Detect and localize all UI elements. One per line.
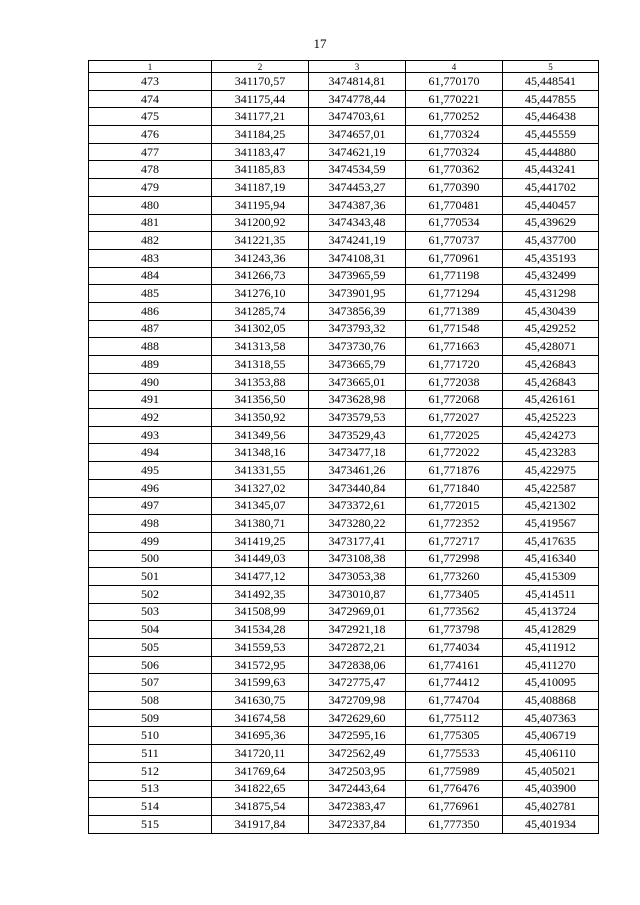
table-row [89, 780, 599, 798]
table-row [89, 709, 599, 727]
table-row [89, 798, 599, 816]
x-coordinate-cell: 341276,10 [212, 285, 309, 303]
x-coordinate-cell: 341285,74 [212, 302, 309, 320]
longitude-cell: 61,772352 [406, 515, 503, 533]
point-number-cell: 499 [89, 532, 212, 550]
point-number-cell: 507 [89, 674, 212, 692]
point-number-cell: 509 [89, 709, 212, 727]
table-row [89, 815, 599, 833]
y-coordinate-cell: 3474657,01 [309, 126, 406, 144]
latitude-cell: 45,435193 [503, 249, 599, 267]
longitude-cell: 61,771663 [406, 338, 503, 356]
point-number-cell: 491 [89, 391, 212, 409]
longitude-cell: 61,772025 [406, 426, 503, 444]
x-coordinate-cell: 341508,99 [212, 603, 309, 621]
point-number-cell: 498 [89, 515, 212, 533]
x-coordinate-cell: 341187,19 [212, 179, 309, 197]
table-row [89, 656, 599, 674]
latitude-cell: 45,411912 [503, 639, 599, 657]
latitude-cell: 45,446438 [503, 108, 599, 126]
x-coordinate-cell: 341266,73 [212, 267, 309, 285]
latitude-cell: 45,444880 [503, 143, 599, 161]
latitude-cell: 45,426161 [503, 391, 599, 409]
y-coordinate-cell: 3473177,41 [309, 532, 406, 550]
point-number-cell: 484 [89, 267, 212, 285]
table-row [89, 196, 599, 214]
latitude-cell: 45,439629 [503, 214, 599, 232]
latitude-cell: 45,447855 [503, 90, 599, 108]
coordinates-table [88, 60, 599, 834]
longitude-cell: 61,770737 [406, 232, 503, 250]
y-coordinate-cell: 3474621,19 [309, 143, 406, 161]
y-coordinate-cell: 3472629,60 [309, 709, 406, 727]
longitude-cell: 61,772015 [406, 497, 503, 515]
point-number-cell: 479 [89, 179, 212, 197]
point-number-cell: 494 [89, 444, 212, 462]
x-coordinate-cell: 341720,11 [212, 745, 309, 763]
point-number-cell: 515 [89, 815, 212, 833]
longitude-cell: 61,771198 [406, 267, 503, 285]
point-number-cell: 511 [89, 745, 212, 763]
x-coordinate-cell: 341183,47 [212, 143, 309, 161]
x-coordinate-cell: 341477,12 [212, 568, 309, 586]
longitude-cell: 61,773798 [406, 621, 503, 639]
latitude-cell: 45,426843 [503, 373, 599, 391]
latitude-cell: 45,428071 [503, 338, 599, 356]
y-coordinate-cell: 3473665,79 [309, 356, 406, 374]
y-coordinate-cell: 3474703,61 [309, 108, 406, 126]
point-number-cell: 495 [89, 462, 212, 480]
longitude-cell: 61,775305 [406, 727, 503, 745]
y-coordinate-cell: 3473280,22 [309, 515, 406, 533]
y-coordinate-cell: 3473579,53 [309, 409, 406, 427]
longitude-cell: 61,772038 [406, 373, 503, 391]
longitude-cell: 61,773562 [406, 603, 503, 621]
x-coordinate-cell: 341345,07 [212, 497, 309, 515]
table-row [89, 73, 599, 91]
latitude-cell: 45,414511 [503, 585, 599, 603]
table-row [89, 143, 599, 161]
table-row [89, 674, 599, 692]
table-row [89, 373, 599, 391]
longitude-cell: 61,771876 [406, 462, 503, 480]
x-coordinate-cell: 341492,35 [212, 585, 309, 603]
latitude-cell: 45,448541 [503, 73, 599, 91]
table-row [89, 302, 599, 320]
y-coordinate-cell: 3473372,61 [309, 497, 406, 515]
point-number-cell: 475 [89, 108, 212, 126]
longitude-cell: 61,774034 [406, 639, 503, 657]
x-coordinate-cell: 341356,50 [212, 391, 309, 409]
x-coordinate-cell: 341534,28 [212, 621, 309, 639]
point-number-cell: 486 [89, 302, 212, 320]
longitude-cell: 61,775533 [406, 745, 503, 763]
longitude-cell: 61,771548 [406, 320, 503, 338]
x-coordinate-cell: 341599,63 [212, 674, 309, 692]
table-row [89, 108, 599, 126]
y-coordinate-cell: 3473901,95 [309, 285, 406, 303]
point-number-cell: 478 [89, 161, 212, 179]
latitude-cell: 45,423283 [503, 444, 599, 462]
longitude-cell: 61,772027 [406, 409, 503, 427]
table-row [89, 249, 599, 267]
x-coordinate-cell: 341380,71 [212, 515, 309, 533]
table-row [89, 444, 599, 462]
table-row [89, 550, 599, 568]
table-row [89, 409, 599, 427]
longitude-cell: 61,770324 [406, 143, 503, 161]
latitude-cell: 45,431298 [503, 285, 599, 303]
column-header-4: 4 [406, 61, 503, 73]
longitude-cell: 61,771720 [406, 356, 503, 374]
x-coordinate-cell: 341243,36 [212, 249, 309, 267]
point-number-cell: 481 [89, 214, 212, 232]
y-coordinate-cell: 3473477,18 [309, 444, 406, 462]
y-coordinate-cell: 3474387,36 [309, 196, 406, 214]
x-coordinate-cell: 341184,25 [212, 126, 309, 144]
point-number-cell: 514 [89, 798, 212, 816]
latitude-cell: 45,429252 [503, 320, 599, 338]
latitude-cell: 45,407363 [503, 709, 599, 727]
y-coordinate-cell: 3472969,01 [309, 603, 406, 621]
longitude-cell: 61,775112 [406, 709, 503, 727]
table-row [89, 585, 599, 603]
point-number-cell: 510 [89, 727, 212, 745]
longitude-cell: 61,770961 [406, 249, 503, 267]
point-number-cell: 474 [89, 90, 212, 108]
longitude-cell: 61,770390 [406, 179, 503, 197]
longitude-cell: 61,772717 [406, 532, 503, 550]
longitude-cell: 61,771840 [406, 479, 503, 497]
y-coordinate-cell: 3474534,59 [309, 161, 406, 179]
longitude-cell: 61,775989 [406, 762, 503, 780]
latitude-cell: 45,419567 [503, 515, 599, 533]
latitude-cell: 45,422975 [503, 462, 599, 480]
latitude-cell: 45,412829 [503, 621, 599, 639]
longitude-cell: 61,773260 [406, 568, 503, 586]
table-row [89, 267, 599, 285]
point-number-cell: 504 [89, 621, 212, 639]
latitude-cell: 45,403900 [503, 780, 599, 798]
y-coordinate-cell: 3473461,26 [309, 462, 406, 480]
x-coordinate-cell: 341822,65 [212, 780, 309, 798]
y-coordinate-cell: 3472503,95 [309, 762, 406, 780]
x-coordinate-cell: 341350,92 [212, 409, 309, 427]
longitude-cell: 61,772022 [406, 444, 503, 462]
table-row [89, 603, 599, 621]
table-row [89, 692, 599, 710]
longitude-cell: 61,774161 [406, 656, 503, 674]
latitude-cell: 45,417635 [503, 532, 599, 550]
table-row [89, 762, 599, 780]
longitude-cell: 61,776476 [406, 780, 503, 798]
y-coordinate-cell: 3472872,21 [309, 639, 406, 657]
y-coordinate-cell: 3473053,38 [309, 568, 406, 586]
x-coordinate-cell: 341875,54 [212, 798, 309, 816]
latitude-cell: 45,406110 [503, 745, 599, 763]
point-number-cell: 476 [89, 126, 212, 144]
y-coordinate-cell: 3472775,47 [309, 674, 406, 692]
point-number-cell: 482 [89, 232, 212, 250]
latitude-cell: 45,413724 [503, 603, 599, 621]
column-header-2: 2 [212, 61, 309, 73]
point-number-cell: 473 [89, 73, 212, 91]
point-number-cell: 480 [89, 196, 212, 214]
table-row [89, 479, 599, 497]
table-row [89, 497, 599, 515]
x-coordinate-cell: 341695,36 [212, 727, 309, 745]
x-coordinate-cell: 341185,83 [212, 161, 309, 179]
point-number-cell: 512 [89, 762, 212, 780]
longitude-cell: 61,774704 [406, 692, 503, 710]
x-coordinate-cell: 341572,95 [212, 656, 309, 674]
x-coordinate-cell: 341449,03 [212, 550, 309, 568]
longitude-cell: 61,770481 [406, 196, 503, 214]
y-coordinate-cell: 3474108,31 [309, 249, 406, 267]
table-row [89, 515, 599, 533]
longitude-cell: 61,773405 [406, 585, 503, 603]
longitude-cell: 61,770221 [406, 90, 503, 108]
latitude-cell: 45,441702 [503, 179, 599, 197]
point-number-cell: 492 [89, 409, 212, 427]
x-coordinate-cell: 341195,94 [212, 196, 309, 214]
longitude-cell: 61,770252 [406, 108, 503, 126]
x-coordinate-cell: 341419,25 [212, 532, 309, 550]
table-row [89, 426, 599, 444]
y-coordinate-cell: 3473440,84 [309, 479, 406, 497]
table-row [89, 727, 599, 745]
latitude-cell: 45,425223 [503, 409, 599, 427]
latitude-cell: 45,410095 [503, 674, 599, 692]
point-number-cell: 477 [89, 143, 212, 161]
table-row [89, 568, 599, 586]
y-coordinate-cell: 3472595,16 [309, 727, 406, 745]
table-row [89, 161, 599, 179]
x-coordinate-cell: 341349,56 [212, 426, 309, 444]
longitude-cell: 61,771389 [406, 302, 503, 320]
table-row [89, 90, 599, 108]
point-number-cell: 503 [89, 603, 212, 621]
y-coordinate-cell: 3473628,98 [309, 391, 406, 409]
latitude-cell: 45,421302 [503, 497, 599, 515]
x-coordinate-cell: 341327,02 [212, 479, 309, 497]
point-number-cell: 487 [89, 320, 212, 338]
point-number-cell: 505 [89, 639, 212, 657]
latitude-cell: 45,406719 [503, 727, 599, 745]
x-coordinate-cell: 341175,44 [212, 90, 309, 108]
latitude-cell: 45,424273 [503, 426, 599, 444]
y-coordinate-cell: 3474241,19 [309, 232, 406, 250]
longitude-cell: 61,776961 [406, 798, 503, 816]
x-coordinate-cell: 341318,55 [212, 356, 309, 374]
longitude-cell: 61,777350 [406, 815, 503, 833]
table-row [89, 320, 599, 338]
latitude-cell: 45,422587 [503, 479, 599, 497]
x-coordinate-cell: 341917,84 [212, 815, 309, 833]
x-coordinate-cell: 341302,05 [212, 320, 309, 338]
table-row [89, 214, 599, 232]
table-row [89, 356, 599, 374]
y-coordinate-cell: 3474814,81 [309, 73, 406, 91]
column-header-1: 1 [89, 61, 212, 73]
latitude-cell: 45,401934 [503, 815, 599, 833]
y-coordinate-cell: 3472838,06 [309, 656, 406, 674]
y-coordinate-cell: 3473529,43 [309, 426, 406, 444]
table-row [89, 532, 599, 550]
point-number-cell: 490 [89, 373, 212, 391]
y-coordinate-cell: 3472443,64 [309, 780, 406, 798]
y-coordinate-cell: 3473793,32 [309, 320, 406, 338]
y-coordinate-cell: 3472562,49 [309, 745, 406, 763]
page-number: 17 [313, 36, 327, 51]
y-coordinate-cell: 3473665,01 [309, 373, 406, 391]
longitude-cell: 61,770170 [406, 73, 503, 91]
x-coordinate-cell: 341177,21 [212, 108, 309, 126]
longitude-cell: 61,771294 [406, 285, 503, 303]
table-body [89, 73, 599, 834]
latitude-cell: 45,443241 [503, 161, 599, 179]
latitude-cell: 45,416340 [503, 550, 599, 568]
x-coordinate-cell: 341769,64 [212, 762, 309, 780]
latitude-cell: 45,415309 [503, 568, 599, 586]
y-coordinate-cell: 3472337,84 [309, 815, 406, 833]
x-coordinate-cell: 341353,88 [212, 373, 309, 391]
longitude-cell: 61,770324 [406, 126, 503, 144]
latitude-cell: 45,405021 [503, 762, 599, 780]
x-coordinate-cell: 341348,16 [212, 444, 309, 462]
x-coordinate-cell: 341630,75 [212, 692, 309, 710]
table-row [89, 745, 599, 763]
point-number-cell: 508 [89, 692, 212, 710]
point-number-cell: 500 [89, 550, 212, 568]
table-row [89, 391, 599, 409]
point-number-cell: 506 [89, 656, 212, 674]
longitude-cell: 61,774412 [406, 674, 503, 692]
table-row [89, 285, 599, 303]
column-header-5: 5 [503, 61, 599, 73]
x-coordinate-cell: 341200,92 [212, 214, 309, 232]
y-coordinate-cell: 3473010,87 [309, 585, 406, 603]
y-coordinate-cell: 3472383,47 [309, 798, 406, 816]
point-number-cell: 488 [89, 338, 212, 356]
longitude-cell: 61,770534 [406, 214, 503, 232]
latitude-cell: 45,445559 [503, 126, 599, 144]
y-coordinate-cell: 3474778,44 [309, 90, 406, 108]
point-number-cell: 483 [89, 249, 212, 267]
latitude-cell: 45,411270 [503, 656, 599, 674]
x-coordinate-cell: 341559,53 [212, 639, 309, 657]
latitude-cell: 45,430439 [503, 302, 599, 320]
latitude-cell: 45,432499 [503, 267, 599, 285]
point-number-cell: 496 [89, 479, 212, 497]
latitude-cell: 45,437700 [503, 232, 599, 250]
y-coordinate-cell: 3473730,76 [309, 338, 406, 356]
point-number-cell: 493 [89, 426, 212, 444]
x-coordinate-cell: 341221,35 [212, 232, 309, 250]
longitude-cell: 61,772068 [406, 391, 503, 409]
point-number-cell: 502 [89, 585, 212, 603]
table-row [89, 462, 599, 480]
column-header-3: 3 [309, 61, 406, 73]
latitude-cell: 45,402781 [503, 798, 599, 816]
table-row [89, 338, 599, 356]
latitude-cell: 45,408868 [503, 692, 599, 710]
table-row [89, 232, 599, 250]
longitude-cell: 61,770362 [406, 161, 503, 179]
y-coordinate-cell: 3473108,38 [309, 550, 406, 568]
y-coordinate-cell: 3474343,48 [309, 214, 406, 232]
point-number-cell: 497 [89, 497, 212, 515]
y-coordinate-cell: 3472921,18 [309, 621, 406, 639]
point-number-cell: 513 [89, 780, 212, 798]
y-coordinate-cell: 3473856,39 [309, 302, 406, 320]
table-row [89, 621, 599, 639]
table-row [89, 126, 599, 144]
point-number-cell: 485 [89, 285, 212, 303]
table-header-row [89, 61, 599, 73]
y-coordinate-cell: 3472709,98 [309, 692, 406, 710]
longitude-cell: 61,772998 [406, 550, 503, 568]
y-coordinate-cell: 3474453,27 [309, 179, 406, 197]
x-coordinate-cell: 341674,58 [212, 709, 309, 727]
latitude-cell: 45,426843 [503, 356, 599, 374]
table-row [89, 179, 599, 197]
latitude-cell: 45,440457 [503, 196, 599, 214]
x-coordinate-cell: 341170,57 [212, 73, 309, 91]
x-coordinate-cell: 341313,58 [212, 338, 309, 356]
point-number-cell: 501 [89, 568, 212, 586]
x-coordinate-cell: 341331,55 [212, 462, 309, 480]
table-row [89, 639, 599, 657]
y-coordinate-cell: 3473965,59 [309, 267, 406, 285]
point-number-cell: 489 [89, 356, 212, 374]
